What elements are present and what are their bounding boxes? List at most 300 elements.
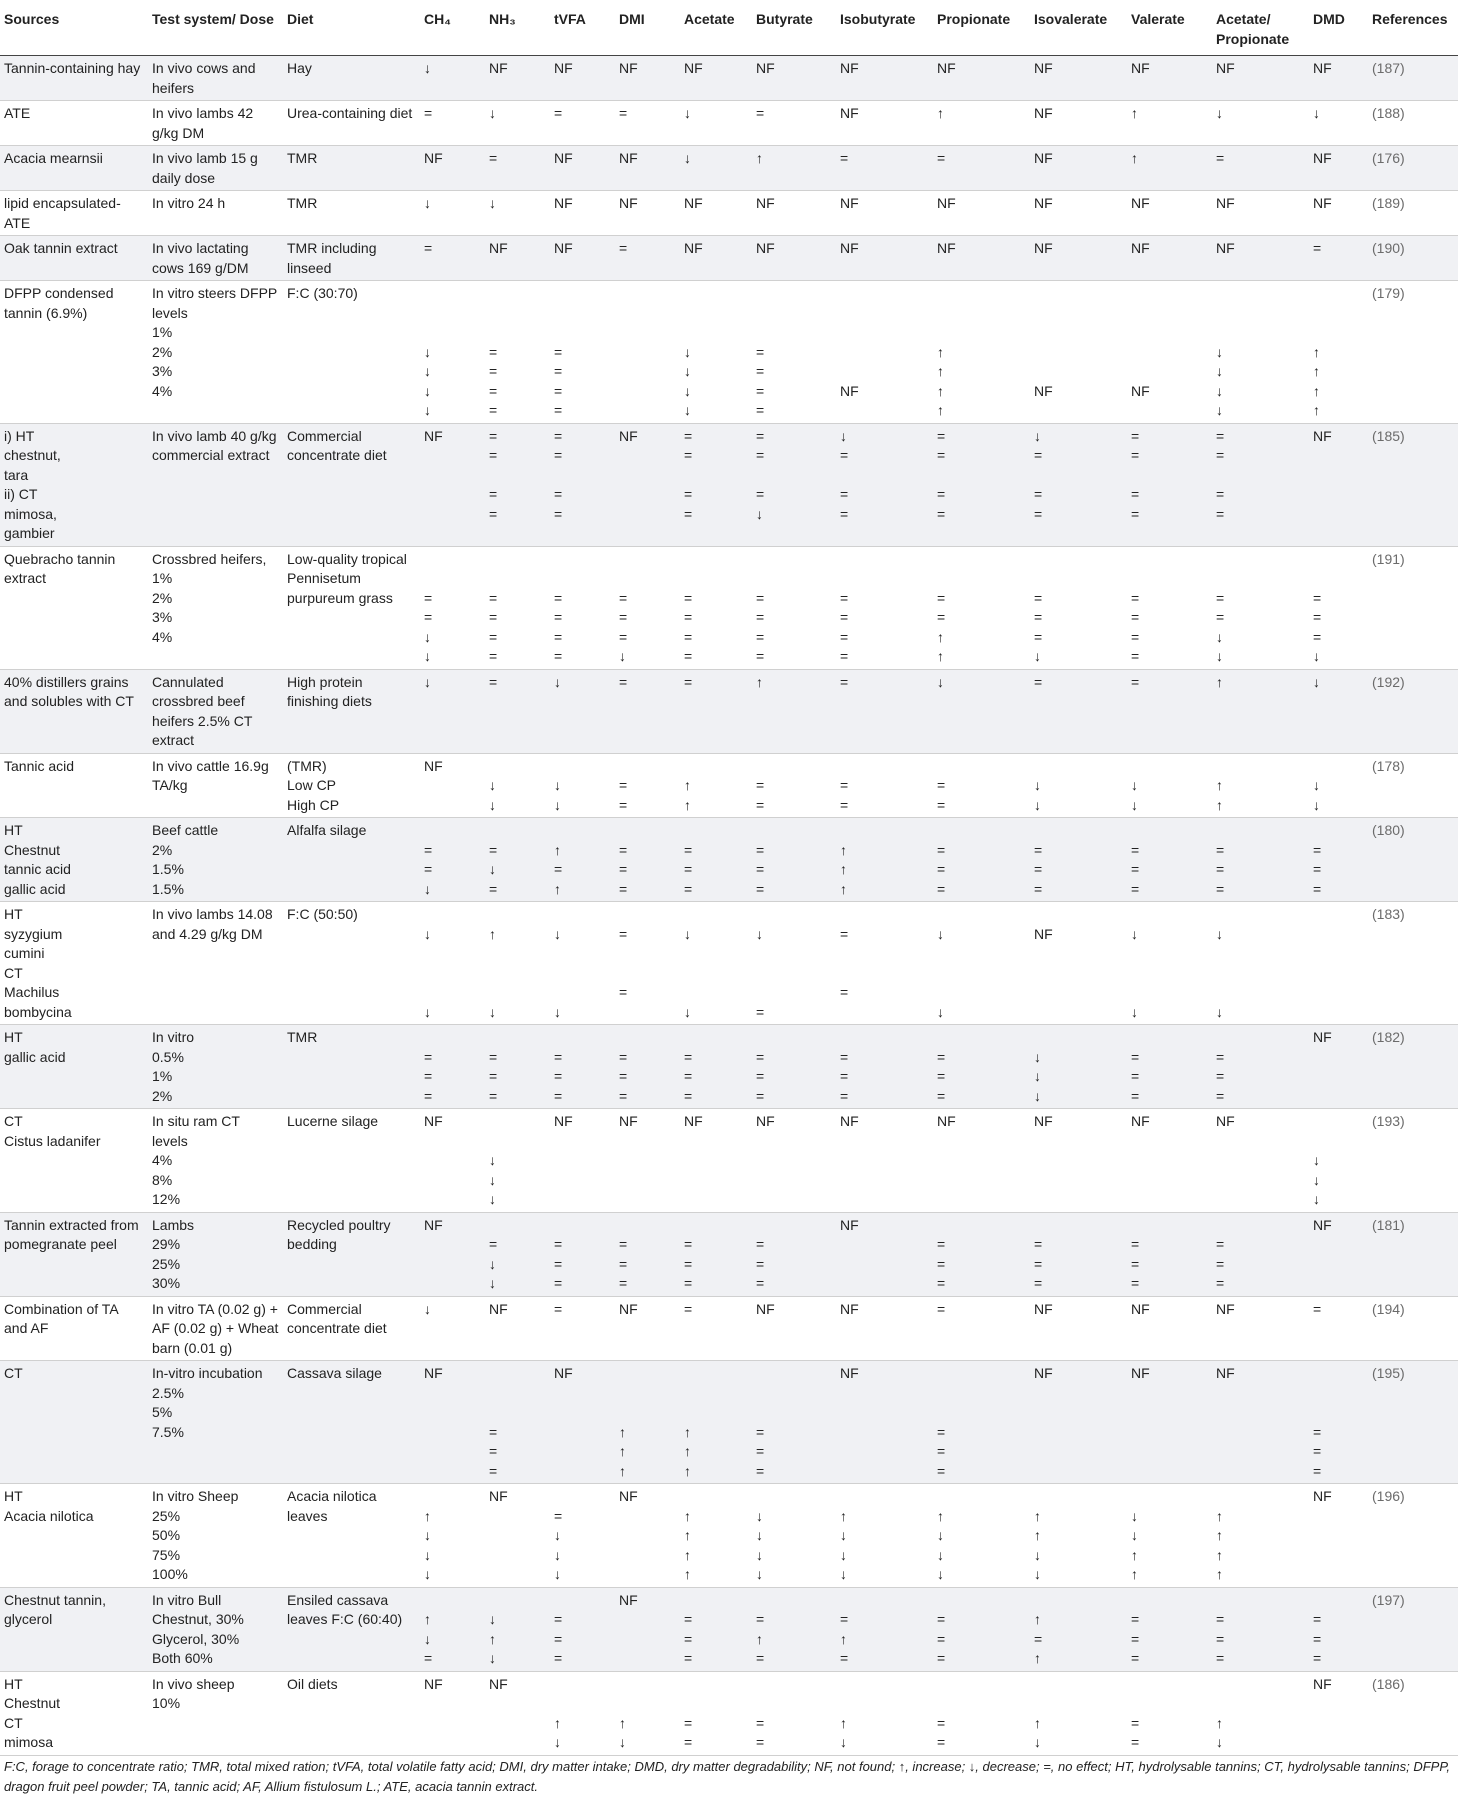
- effect-cell: NF: [937, 1113, 956, 1129]
- effect-cell: =: [937, 1300, 946, 1317]
- effect-cell: = = =: [1313, 1611, 1322, 1666]
- reference-cell: (179): [1372, 285, 1405, 301]
- effect-cell: = = =: [1131, 1048, 1140, 1104]
- effect-cell: ↑: [1131, 150, 1138, 166]
- reference-cell: (176): [1372, 150, 1405, 166]
- effect-cell: NF: [619, 195, 638, 211]
- effect-cell: NF: [1313, 1029, 1332, 1045]
- effect-cell: = = =: [756, 1423, 765, 1479]
- effect-cell: = = = =: [684, 427, 693, 522]
- effect-cell: ↓ ↓ ↓ ↓: [1216, 343, 1223, 418]
- test-system-cell: In vivo cows and heifers: [152, 60, 256, 96]
- effect-cell: ↓ ↓: [554, 777, 561, 813]
- effect-cell: = =: [619, 777, 628, 813]
- effect-cell: NF: [554, 240, 573, 256]
- effect-cell: = = =: [1313, 841, 1322, 897]
- effect-cell: NF: [840, 195, 859, 211]
- effect-cell: = = =: [619, 841, 628, 897]
- effect-cell: = = =: [684, 1048, 693, 1104]
- effect-cell: NF: [684, 195, 703, 211]
- effect-cell: ↓ ↓ ↓ ↓: [756, 1507, 763, 1582]
- test-system-cell: Crossbred heifers, 1% 2% 3% 4%: [152, 550, 267, 645]
- effect-cell: NF: [1313, 1216, 1332, 1233]
- table-row: [0, 669, 1458, 753]
- effect-cell: NF: [424, 427, 443, 444]
- effect-cell: =: [1034, 673, 1043, 690]
- effect-cell: ↑ ↓ ↓ ↓: [840, 1507, 847, 1582]
- diet-cell: F:C (50:50): [287, 906, 358, 922]
- diet-cell: Ensiled cassava leaves F:C (60:40): [287, 1591, 403, 1627]
- effect-cell: NF: [489, 1675, 508, 1692]
- effect-cell: = = =: [424, 1048, 433, 1104]
- effect-cell: ↓ ↓: [1131, 925, 1138, 1020]
- effect-cell: = = = ↓: [619, 589, 628, 664]
- effect-cell: NF: [1313, 427, 1332, 444]
- table-row: [0, 546, 1458, 669]
- diet-cell: TMR: [287, 150, 318, 166]
- effect-cell: =: [489, 673, 498, 690]
- source-cell: ATE: [4, 105, 31, 121]
- effect-cell: = = =: [489, 1048, 498, 1104]
- source-cell: CT: [4, 1365, 23, 1381]
- effect-cell: = = = ↓: [1313, 589, 1322, 664]
- effect-cell: ↓ ↓: [1216, 925, 1223, 1020]
- effect-cell: NF: [554, 60, 573, 76]
- source-cell: HT gallic acid: [4, 1029, 66, 1065]
- effect-cell: ↓ ↓: [684, 925, 691, 1020]
- test-system-cell: In vitro steers DFPP levels 1% 2% 3% 4%: [152, 285, 278, 399]
- table-row: [0, 1296, 1458, 1361]
- reference-cell: (188): [1372, 105, 1405, 121]
- table-row: [0, 56, 1458, 101]
- effect-cell: =: [937, 150, 946, 166]
- header-sources: Sources: [0, 0, 148, 56]
- effect-cell: NF: [554, 195, 573, 211]
- effect-cell: ↓ ↓: [424, 925, 431, 1020]
- effect-cell: ↑ ↓: [489, 925, 496, 1020]
- effect-cell: = =: [1131, 1714, 1140, 1750]
- effect-cell: ↑ ↑ ↑ ↑: [1313, 343, 1320, 418]
- effect-cell: = = = =: [554, 343, 563, 418]
- effect-cell: =: [619, 673, 628, 690]
- test-system-cell: In vivo lactating cows 169 g/DM: [152, 240, 249, 276]
- reference-cell: (180): [1372, 822, 1405, 838]
- effect-cell: = =: [684, 1714, 693, 1750]
- table-body: [0, 56, 1458, 1756]
- effect-cell: NF: [1034, 925, 1053, 942]
- effect-cell: ↓: [684, 150, 691, 166]
- source-cell: HT Acacia nilotica: [4, 1488, 94, 1524]
- effect-cell: =: [619, 105, 628, 121]
- effect-cell: NF: [937, 240, 956, 256]
- effect-cell: = = =: [1131, 841, 1140, 897]
- table-header-row: [0, 0, 1458, 56]
- source-cell: HT Chestnut tannic acid gallic acid: [4, 822, 71, 897]
- effect-cell: NF: [756, 240, 775, 256]
- reference-cell: (183): [1372, 906, 1405, 922]
- effect-cell: = = =: [1131, 1611, 1140, 1666]
- effect-cell: ↓: [424, 60, 431, 76]
- effect-cell: = = =: [684, 841, 693, 897]
- test-system-cell: In vivo lambs 14.08 and 4.29 g/kg DM: [152, 906, 273, 942]
- effect-cell: = =: [937, 777, 946, 813]
- diet-cell: TMR including linseed: [287, 240, 377, 276]
- table-row: [0, 1484, 1458, 1588]
- effect-cell: =: [684, 1300, 693, 1317]
- effect-cell: = = = =: [1131, 589, 1140, 664]
- effect-cell: = =: [937, 1714, 946, 1750]
- effect-cell: NF: [1216, 1300, 1235, 1317]
- effect-cell: = = ↓: [424, 841, 433, 897]
- effect-cell: NF: [489, 1300, 508, 1317]
- effect-cell: NF: [840, 1300, 859, 1317]
- effect-cell: ↓: [937, 673, 944, 690]
- effect-cell: NF: [424, 150, 443, 166]
- effect-cell: = =: [840, 925, 849, 1000]
- test-system-cell: In vitro 24 h: [152, 195, 226, 211]
- effect-cell: NF: [1131, 1300, 1150, 1317]
- effect-cell: ↓ = = =: [840, 427, 849, 522]
- effect-cell: NF: [1216, 240, 1235, 256]
- test-system-cell: In situ ram CT levels 4% 8% 12%: [152, 1113, 240, 1207]
- header-references: References: [1368, 0, 1458, 56]
- effect-cell: = = =: [1034, 841, 1043, 897]
- effect-cell: ↑ ↑ ↑ ↑: [1216, 1507, 1223, 1582]
- header-tvfa: tVFA: [550, 0, 615, 56]
- header-dmd: DMD: [1309, 0, 1368, 56]
- effect-cell: NF: [554, 1113, 573, 1129]
- header-diet: Diet: [283, 0, 420, 56]
- effect-cell: ↑: [756, 150, 763, 166]
- table-row: [0, 1025, 1458, 1109]
- effect-cell: ↓ =: [756, 925, 765, 1020]
- reference-cell: (186): [1372, 1675, 1405, 1692]
- test-system-cell: In vivo sheep 10%: [152, 1675, 235, 1711]
- effect-cell: =: [840, 673, 849, 690]
- effect-cell: = = = =: [554, 589, 563, 664]
- table-row: [0, 902, 1458, 1025]
- header-propionate: Propionate: [933, 0, 1030, 56]
- effect-cell: = = =: [619, 1236, 628, 1291]
- effect-cell: = = = =: [840, 589, 849, 664]
- reference-cell: (197): [1372, 1591, 1405, 1608]
- diet-cell: TMR: [287, 195, 318, 211]
- effect-cell: ↑ = ↑: [554, 841, 563, 897]
- table-row: [0, 1361, 1458, 1484]
- source-cell: Tannin extracted from pomegranate peel: [4, 1216, 139, 1252]
- effect-cell: NF: [840, 382, 859, 399]
- effect-cell: [615, 281, 680, 424]
- effect-cell: NF: [1131, 60, 1150, 76]
- effect-cell: ↑ ↑ ↑ ↑: [937, 343, 944, 418]
- reference-cell: (181): [1372, 1216, 1405, 1233]
- effect-cell: ↑: [1216, 673, 1223, 690]
- table-row: [0, 1671, 1458, 1755]
- effect-cell: NF: [937, 195, 956, 211]
- effect-cell: =: [684, 673, 693, 690]
- effect-cell: ↓: [424, 195, 431, 211]
- effect-cell: NF: [1216, 195, 1235, 211]
- effect-cell: NF: [1131, 195, 1150, 211]
- effect-cell: = = =: [756, 1048, 765, 1104]
- effect-cell: ↓: [1216, 105, 1223, 121]
- table-row: [0, 146, 1458, 191]
- effect-cell: NF: [489, 60, 508, 76]
- table-row: [0, 1587, 1458, 1671]
- effect-cell: =: [1131, 673, 1140, 690]
- source-cell: HT syzygium cumini CT Machilus bombycina: [4, 906, 72, 1020]
- effect-cell: = =: [619, 925, 628, 1000]
- effect-cell: = = =: [1216, 1236, 1225, 1291]
- effect-cell: NF: [1034, 240, 1053, 256]
- effect-cell: = = =: [937, 1611, 946, 1666]
- reference-cell: (193): [1372, 1113, 1405, 1129]
- effect-cell: NF: [424, 1675, 443, 1692]
- effect-cell: NF: [1034, 195, 1053, 211]
- effect-cell: NF: [1216, 1365, 1235, 1381]
- effect-cell: NF: [1313, 1675, 1332, 1692]
- effect-cell: = = =: [1034, 1236, 1043, 1291]
- effect-cell: ↓: [1313, 673, 1320, 690]
- diet-cell: Acacia nilotica leaves: [287, 1488, 377, 1524]
- source-cell: Quebracho tannin extract: [4, 550, 116, 586]
- effect-cell: NF: [756, 1300, 775, 1317]
- effect-cell: =: [1313, 240, 1322, 256]
- effect-cell: = = ↓ ↓: [424, 589, 433, 664]
- effect-cell: = = =: [840, 1048, 849, 1104]
- effect-cell: = = =: [1216, 1611, 1225, 1666]
- effect-cell: NF: [684, 240, 703, 256]
- effect-cell: =: [756, 105, 765, 121]
- table-footnote: F:C, forage to concentrate ratio; TMR, total mixed ration; tVFA, total volatile fatty acid; DMI, dry matter intake; DMD, dry matter degradability; NF, not found; ↑, increase; ↓, decrease; =, no effect; HT, hydrolysable tannins; CT, hydrolysable tannins; DFPP, dragon fruit peel powder; TA, tannic acid; AF, Allium fistulosum L.; ATE, acacia tannin extract.: [4, 1759, 1450, 1794]
- effect-cell: NF: [619, 150, 638, 166]
- effect-cell: NF: [1131, 1365, 1150, 1381]
- reference-cell: (189): [1372, 195, 1405, 211]
- effect-cell: NF: [1034, 150, 1053, 166]
- effect-cell: ↑ ↓: [840, 1714, 847, 1750]
- effect-cell: NF: [1034, 105, 1053, 121]
- header-nh3: NH₃: [485, 0, 550, 56]
- diet-cell: Alfalfa silage: [287, 822, 367, 838]
- effect-cell: = = = =: [1216, 427, 1225, 522]
- diet-cell: Commercial concentrate diet: [287, 1300, 387, 1336]
- effect-cell: = = =: [937, 1423, 946, 1479]
- test-system-cell: In vivo cattle 16.9g TA/kg: [152, 757, 269, 793]
- effect-cell: ↑ ↓ =: [424, 1611, 433, 1666]
- effect-cell: ↑ ↑ ↑: [619, 1423, 626, 1479]
- effect-cell: = ↑ =: [756, 1611, 765, 1666]
- effect-cell: = = =: [554, 1048, 563, 1104]
- effect-cell: NF: [619, 1113, 638, 1129]
- effect-cell: NF: [1034, 1113, 1053, 1129]
- effect-cell: = = = ↓: [1034, 589, 1043, 664]
- effect-cell: = = = =: [489, 427, 498, 522]
- effect-cell: NF: [1131, 382, 1150, 399]
- header-ch4: CH₄: [420, 0, 485, 56]
- effect-cell: NF: [840, 1365, 859, 1381]
- effect-cell: NF: [424, 1216, 443, 1233]
- test-system-cell: In vivo lamb 40 g/kg commercial extract: [152, 427, 277, 463]
- effect-cell: NF: [1216, 1113, 1235, 1129]
- effect-cell: NF: [1313, 1488, 1332, 1504]
- effect-cell: NF: [619, 1300, 638, 1317]
- effect-cell: NF: [619, 427, 638, 444]
- effect-cell: ↑ ↓: [1034, 1714, 1041, 1750]
- effect-cell: =: [424, 240, 433, 256]
- effect-cell: = = =: [554, 1611, 563, 1666]
- test-system-cell: Cannulated crossbred beef heifers 2.5% CT extract: [152, 673, 253, 748]
- diet-cell: Cassava silage: [287, 1365, 382, 1381]
- effect-cell: NF: [1034, 60, 1053, 76]
- diet-cell: High protein finishing diets: [287, 673, 372, 709]
- effect-cell: ↓ ↓ ↓ ↓: [684, 343, 691, 418]
- source-cell: Tannin-containing hay: [4, 60, 141, 76]
- effect-cell: NF: [840, 105, 859, 121]
- test-system-cell: Beef cattle 2% 1.5% 1.5%: [152, 822, 219, 897]
- reference-cell: (191): [1372, 550, 1405, 567]
- effect-cell: = = = =: [684, 589, 693, 664]
- effect-cell: NF: [424, 1365, 443, 1381]
- effect-cell: ↓: [554, 673, 561, 690]
- effect-cell: =: [619, 240, 628, 256]
- effect-cell: NF: [1034, 1365, 1053, 1381]
- effect-cell: =: [554, 1300, 563, 1317]
- effect-cell: ↓ ↓ ↓ ↓: [424, 343, 431, 418]
- effect-cell: = = =: [756, 1236, 765, 1291]
- table-row: [0, 818, 1458, 902]
- effect-cell: = =: [840, 777, 849, 813]
- effect-cell: = = =: [1313, 1423, 1322, 1479]
- diet-cell: Urea-containing diet: [287, 105, 413, 121]
- effect-cell: = = = ↓: [756, 427, 765, 522]
- effect-cell: ↑ ↓: [554, 1714, 561, 1750]
- diet-cell: Hay: [287, 60, 312, 76]
- effect-cell: ↓ = = =: [1034, 427, 1043, 522]
- test-system-cell: Lambs 29% 25% 30%: [152, 1216, 195, 1291]
- table-row: [0, 281, 1458, 424]
- source-cell: Chestnut tannin, glycerol: [4, 1591, 106, 1627]
- source-cell: Combination of TA and AF: [4, 1300, 118, 1336]
- reference-cell: (187): [1372, 60, 1405, 76]
- test-system-cell: In vitro Bull Chestnut, 30% Glycerol, 30% Both 60%: [152, 1591, 244, 1666]
- effect-cell: = = =: [1216, 1048, 1225, 1104]
- effect-cell: NF: [840, 1113, 859, 1129]
- source-cell: Acacia mearnsii: [4, 150, 103, 166]
- effect-cell: = = = =: [756, 589, 765, 664]
- reference-cell: (185): [1372, 427, 1405, 444]
- effect-cell: ↓ ↓ ↓: [1313, 1152, 1320, 1207]
- diet-cell: Lucerne silage: [287, 1113, 379, 1129]
- reference-cell: (192): [1372, 673, 1405, 690]
- effect-cell: = ↓ ↓: [489, 1236, 498, 1291]
- effect-cell: ↑ ↑: [1216, 777, 1223, 813]
- table-row: [0, 1212, 1458, 1296]
- reference-cell: (190): [1372, 240, 1405, 256]
- effect-cell: = = =: [1216, 841, 1225, 897]
- effect-cell: =: [840, 150, 849, 166]
- effect-cell: ↑: [937, 105, 944, 121]
- effect-cell: = = =: [937, 841, 946, 897]
- diet-cell: TMR: [287, 1029, 318, 1045]
- effect-cell: NF: [1131, 240, 1150, 256]
- effect-cell: = ↓ ↓ ↓: [554, 1507, 563, 1582]
- effect-cell: NF: [756, 195, 775, 211]
- test-system-cell: In vitro TA (0.02 g) + AF (0.02 g) + Wheat barn (0.01 g): [152, 1300, 279, 1356]
- effect-cell: ↑ ↑ ↑ ↑: [684, 1507, 691, 1582]
- effect-cell: ↑ ↓: [1216, 1714, 1223, 1750]
- effect-cell: ↓ ↓ ↓: [1034, 1048, 1041, 1104]
- reference-cell: (178): [1372, 757, 1405, 774]
- test-system-cell: In vitro 0.5% 1% 2%: [152, 1029, 195, 1104]
- header-isovalerate: Isovalerate: [1030, 0, 1127, 56]
- effect-cell: ↑ ↓ ↓ ↓: [937, 1507, 944, 1582]
- effect-cell: ↑ ↑ ↑: [684, 1423, 691, 1479]
- effect-cell: NF: [840, 1216, 859, 1233]
- effect-cell: NF: [1313, 195, 1332, 211]
- effect-cell: = = ↑ ↑: [937, 589, 946, 664]
- effect-cell: NF: [1313, 150, 1332, 166]
- effect-cell: = = =: [684, 1236, 693, 1291]
- effect-cell: = = = =: [1131, 427, 1140, 522]
- reference-cell: (182): [1372, 1029, 1405, 1045]
- source-cell: HT Chestnut CT mimosa: [4, 1675, 61, 1750]
- diet-cell: Recycled poultry bedding: [287, 1216, 391, 1252]
- diet-cell: (TMR) Low CP High CP: [287, 757, 340, 813]
- effect-cell: =: [554, 105, 563, 121]
- effect-cell: NF: [1034, 1300, 1053, 1317]
- test-system-cell: In vivo lamb 15 g daily dose: [152, 150, 258, 186]
- header-butyrate: Butyrate: [752, 0, 836, 56]
- effect-cell: ↓: [489, 195, 496, 211]
- effect-cell: NF: [937, 60, 956, 76]
- table-row: [0, 101, 1458, 146]
- effect-cell: NF: [684, 1113, 703, 1129]
- source-cell: lipid encapsulated-ATE: [4, 195, 121, 231]
- effect-cell: NF: [1034, 382, 1053, 399]
- table-row: [0, 1109, 1458, 1213]
- effect-cell: NF: [554, 1365, 573, 1381]
- effect-cell: ↓ ↓: [489, 777, 496, 813]
- diet-cell: F:C (30:70): [287, 285, 358, 301]
- effect-cell: = = = =: [937, 427, 946, 522]
- table-row: [0, 191, 1458, 236]
- effect-cell: = = =: [489, 1423, 498, 1479]
- effect-cell: = = = =: [489, 589, 498, 664]
- table-row: [0, 423, 1458, 546]
- source-cell: Oak tannin extract: [4, 240, 118, 256]
- effect-cell: ↑ ↑ ↑: [840, 841, 847, 897]
- effect-cell: ↓ ↓: [1034, 777, 1041, 813]
- header-test-system: Test system/ Dose: [148, 0, 283, 56]
- source-cell: 40% distillers grains and solubles with CT: [4, 673, 134, 709]
- effect-cell: = = =: [619, 1048, 628, 1104]
- effect-cell: ↑ ↓ ↓ ↓: [424, 1507, 431, 1582]
- header-isobutyrate: Isobutyrate: [836, 0, 933, 56]
- effect-cell: =: [1216, 150, 1225, 166]
- effect-cell: NF: [619, 1591, 638, 1608]
- effect-cell: ↓ ↑ ↓: [489, 1611, 496, 1666]
- table-row: [0, 236, 1458, 281]
- effect-cell: NF: [756, 60, 775, 76]
- header-valerate: Valerate: [1127, 0, 1212, 56]
- effect-cell: ↓ ↓: [937, 925, 944, 1020]
- diet-cell: Low-quality tropical Pennisetum purpureum grass: [287, 550, 407, 606]
- effect-cell: NF: [684, 60, 703, 76]
- effect-cell: NF: [840, 60, 859, 76]
- effect-cell: = =: [756, 777, 765, 813]
- reference-cell: (195): [1372, 1365, 1405, 1381]
- effect-cell: [1309, 902, 1368, 1025]
